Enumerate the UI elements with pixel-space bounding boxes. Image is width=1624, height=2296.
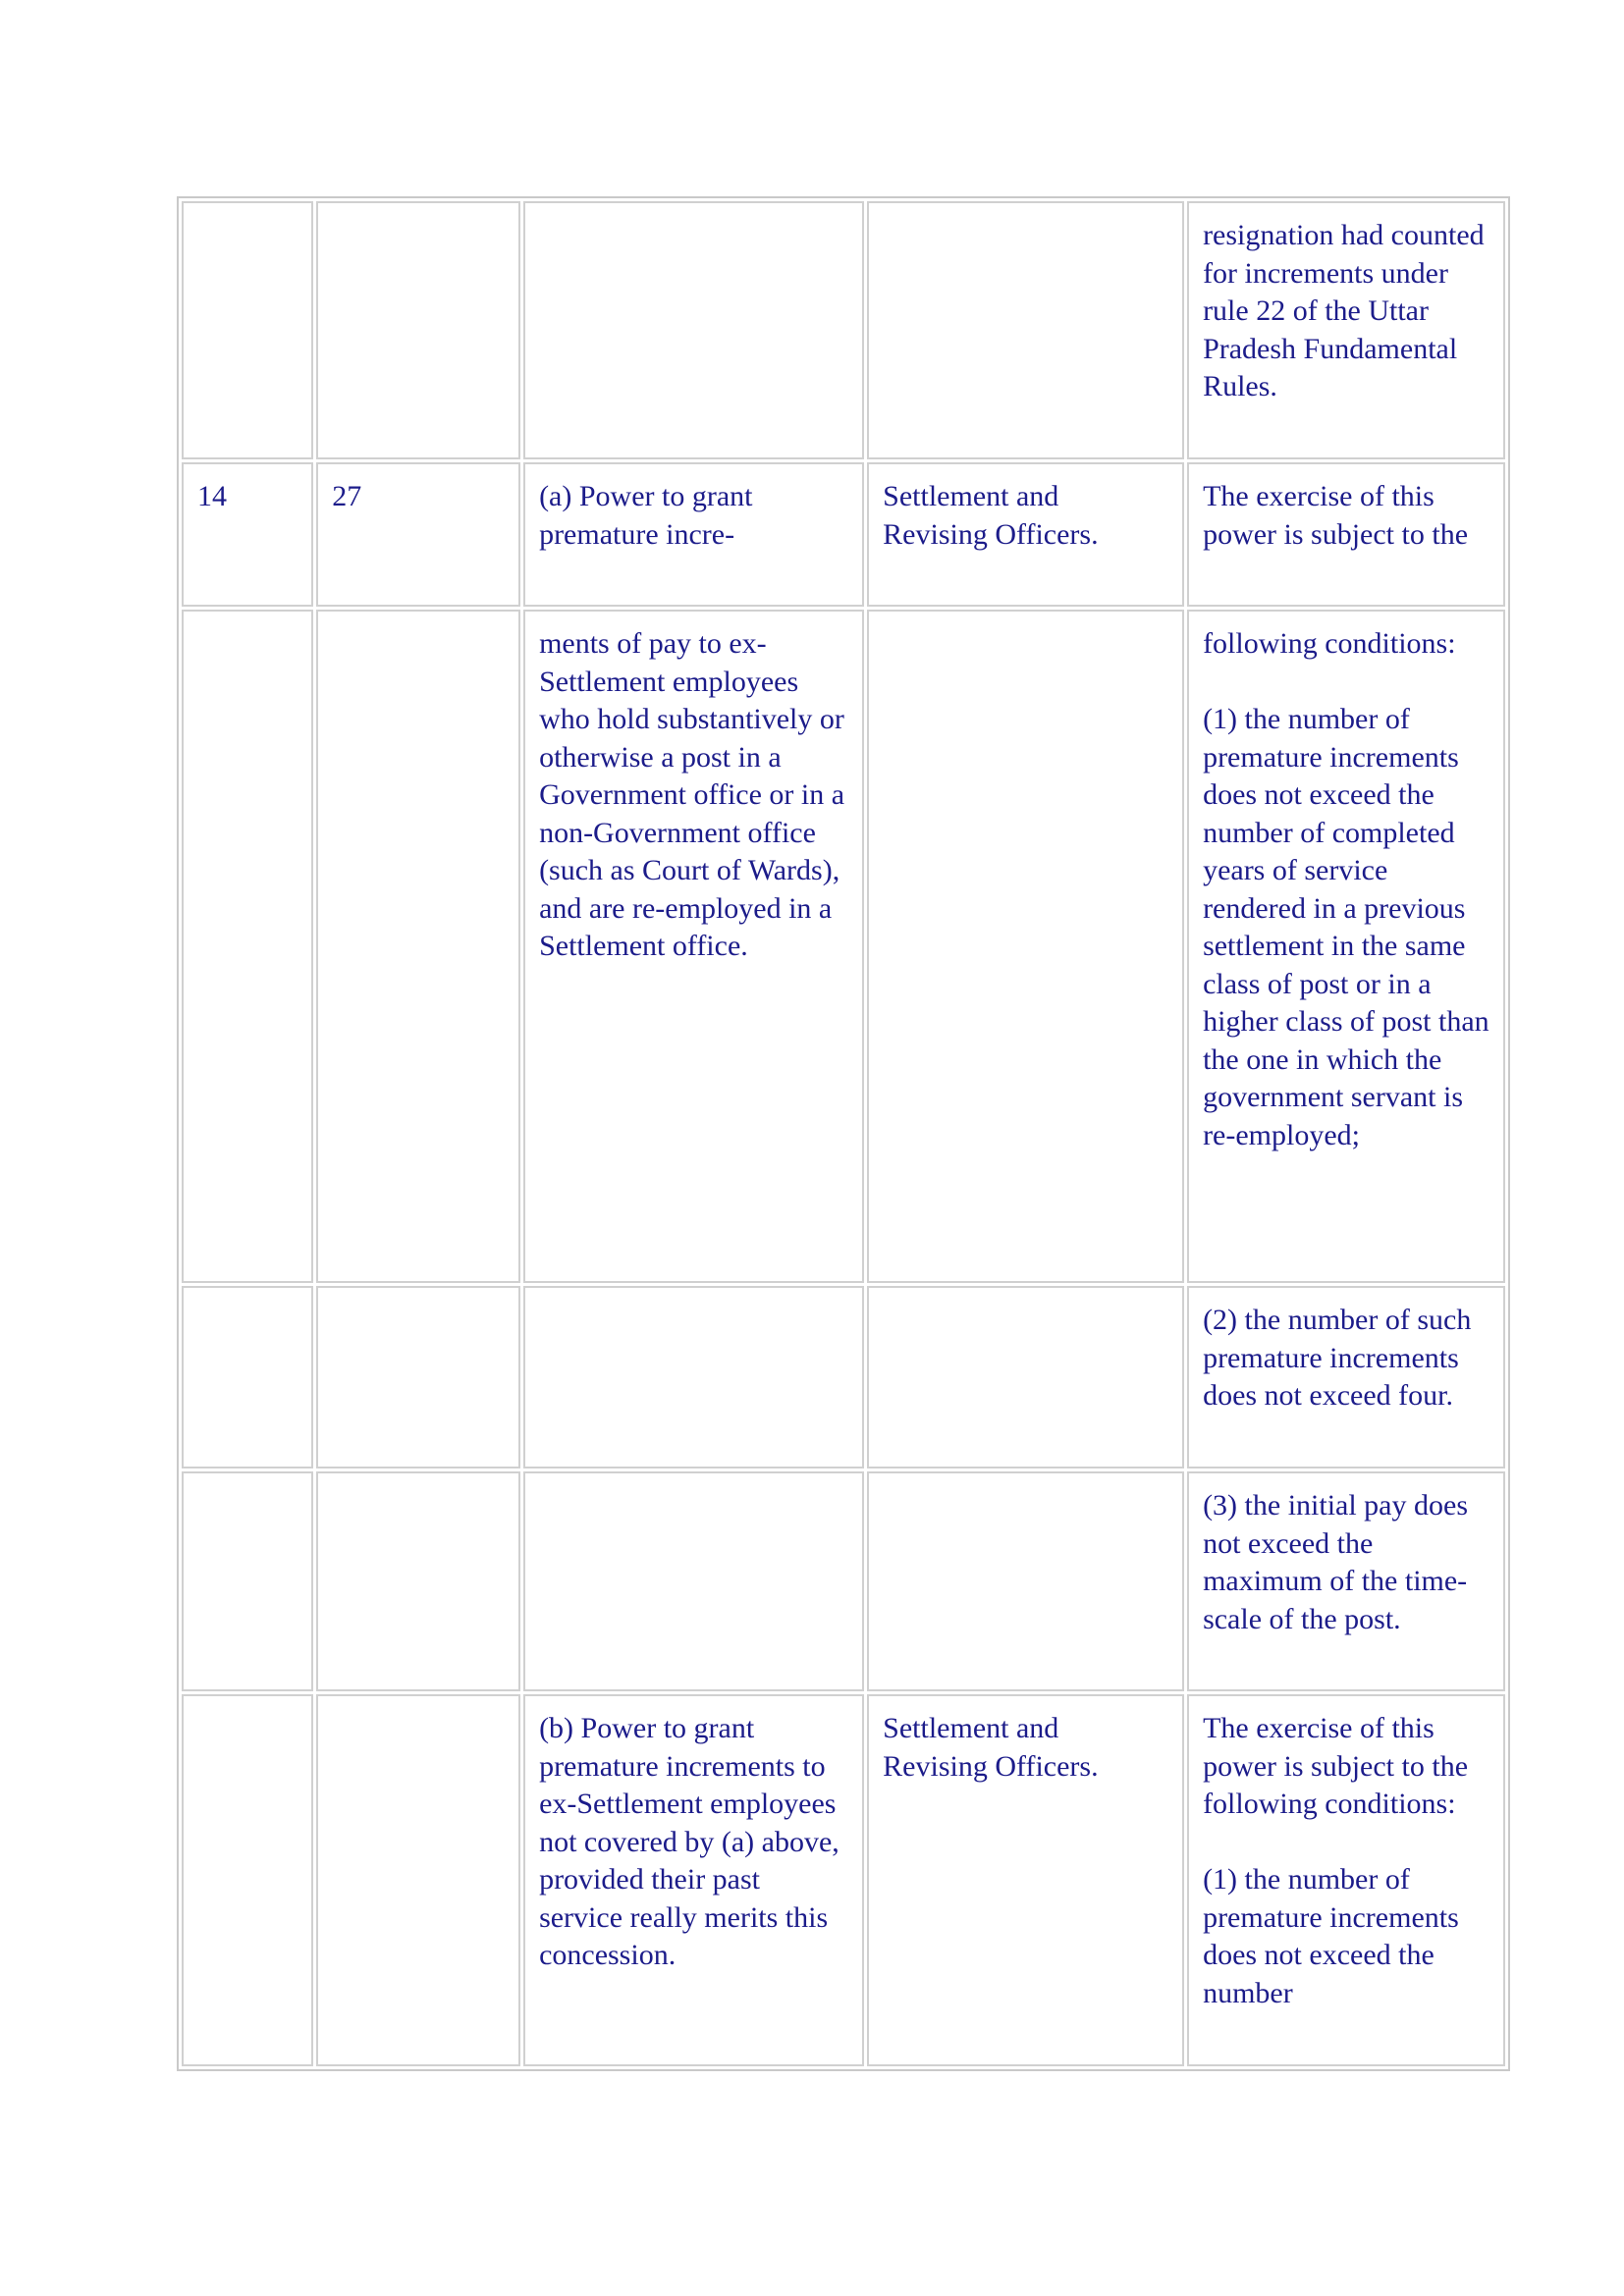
serial-number-cell: 14 xyxy=(182,462,313,607)
conditions-cell: following conditions: (1) the number of premature increments does not exceed the number of completed years of service rendered in a previous settlement in the same class of post or in a higher class of post than the one in which the government servant is re-employed; xyxy=(1187,610,1505,1283)
conditions-cell: (3) the initial pay does not exceed the maximum of the time-scale of the post. xyxy=(1187,1471,1505,1691)
rule-number-cell xyxy=(316,610,520,1283)
table-row xyxy=(182,1471,1505,1691)
serial-number-cell xyxy=(182,610,313,1283)
serial-number-cell xyxy=(182,1694,313,2066)
authority-cell: Settlement and Revising Officers. xyxy=(867,1694,1184,2066)
serial-number-cell xyxy=(182,1286,313,1468)
authority-cell xyxy=(867,610,1184,1283)
power-description-cell xyxy=(523,201,864,459)
conditions-cell: (2) the number of such premature increments does not exceed four. xyxy=(1187,1286,1505,1468)
table-row xyxy=(182,610,1505,1283)
conditions-cell: The exercise of this power is subject to the xyxy=(1187,462,1505,607)
power-description-cell: (b) Power to grant premature increments to ex-Settlement employees not covered by (a) above, provided their past service really merits this concession. xyxy=(523,1694,864,2066)
conditions-cell: The exercise of this power is subject to the following conditions: (1) the number of premature increments does not exceed the number xyxy=(1187,1694,1505,2066)
authority-cell xyxy=(867,1471,1184,1691)
authority-cell: Settlement and Revising Officers. xyxy=(867,462,1184,607)
table-row xyxy=(182,1694,1505,2066)
table-row xyxy=(182,462,1505,607)
power-description-cell xyxy=(523,1471,864,1691)
serial-number-cell xyxy=(182,1471,313,1691)
rule-number-cell xyxy=(316,1286,520,1468)
power-description-cell: (a) Power to grant premature incre- xyxy=(523,462,864,607)
rule-number-cell: 27 xyxy=(316,462,520,607)
power-description-cell xyxy=(523,1286,864,1468)
delegation-table xyxy=(177,196,1510,2071)
authority-cell xyxy=(867,1286,1184,1468)
rule-number-cell xyxy=(316,201,520,459)
rule-number-cell xyxy=(316,1694,520,2066)
table-row xyxy=(182,1286,1505,1468)
conditions-cell: resignation had counted for increments under rule 22 of the Uttar Pradesh Fundamental Rules. xyxy=(1187,201,1505,459)
rule-number-cell xyxy=(316,1471,520,1691)
serial-number-cell xyxy=(182,201,313,459)
power-description-cell: ments of pay to ex-Settlement employees who hold substantively or otherwise a post in a Government office or in a non-Government office (such as Court of Wards), and are re-employed in a Settlement office. xyxy=(523,610,864,1283)
table-row xyxy=(182,201,1505,459)
authority-cell xyxy=(867,201,1184,459)
